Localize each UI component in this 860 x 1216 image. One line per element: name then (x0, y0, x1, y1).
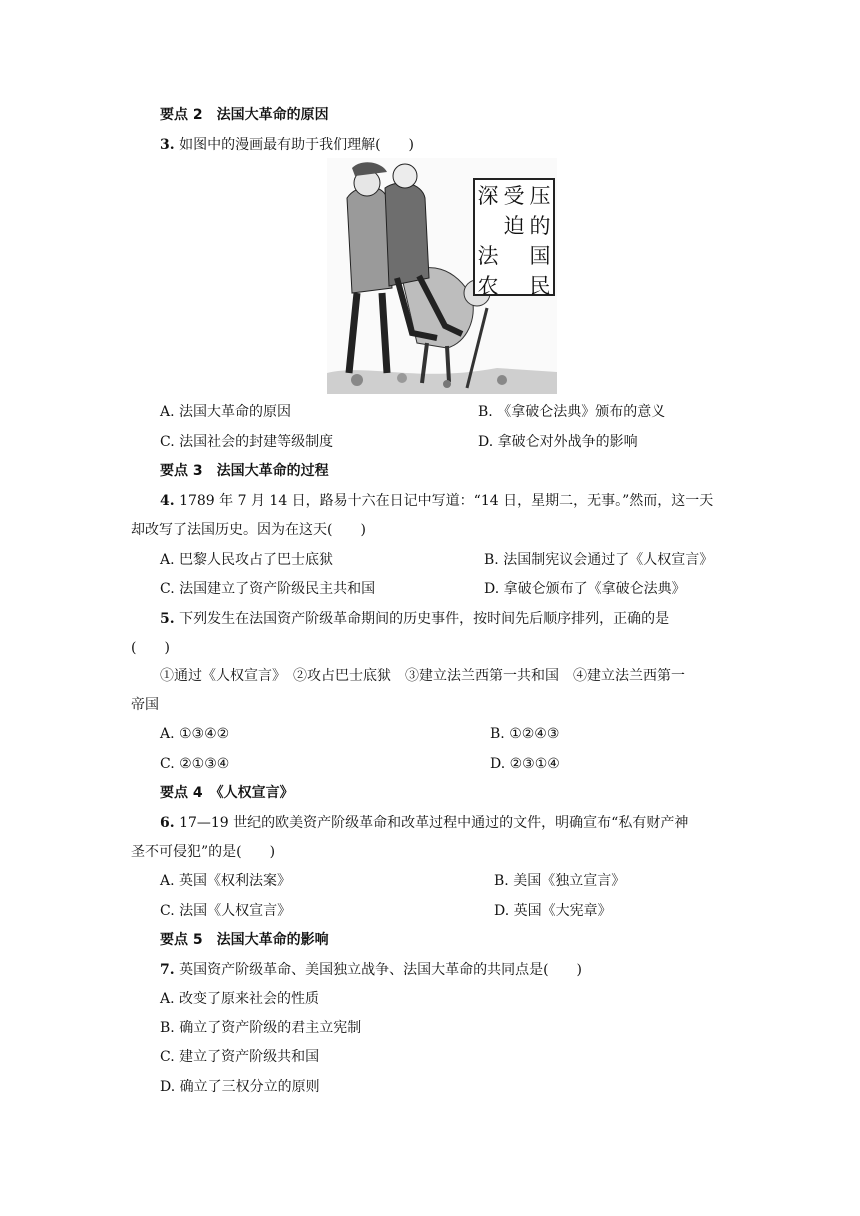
section-heading-4: 要点 4 《人权宣言》 (160, 785, 294, 801)
question-text: 英国资产阶级革命、美国独立战争、法国大革命的共同点是( ) (179, 962, 583, 978)
q6-option-a[interactable]: A. 英国《权利法案》 (160, 873, 292, 889)
question-number: 3. (160, 137, 175, 153)
q7-option-b[interactable]: B. 确立了资产阶级的君主立宪制 (160, 1020, 362, 1036)
caption-char: 民 (529, 274, 551, 298)
question-5-stem (160, 610, 669, 628)
question-text: 下列发生在法国资产阶级革命期间的历史事件，按时间先后顺序排列，正确的是 (179, 611, 670, 627)
question-5-items: ①通过《人权宣言》 ②攻占巴士底狱 ③建立法兰西第一共和国 ④建立法兰西第一 (160, 668, 685, 684)
question-text: 1789 年 7 月 14 日，路易十六在日记中写道：“14 日，星期二，无事。”然而，这一天 (179, 493, 714, 509)
question-3-stem (160, 136, 414, 154)
caption-char: 受 (503, 184, 525, 208)
question-number: 5. (160, 611, 175, 627)
q4-option-d[interactable]: D. 拿破仑颁布了《拿破仑法典》 (484, 581, 686, 597)
question-number: 6. (160, 815, 175, 831)
q7-option-c[interactable]: C. 建立了资产阶级共和国 (160, 1049, 320, 1065)
cartoon-caption-box (473, 178, 555, 296)
q3-option-d[interactable]: D. 拿破仑对外战争的影响 (478, 434, 638, 450)
question-6-stem (160, 814, 688, 832)
section-heading-5: 要点 5 法国大革命的影响 (160, 932, 329, 948)
q3-option-b[interactable]: B. 《拿破仑法典》颁布的意义 (478, 404, 666, 420)
caption-char: 迫 (503, 214, 525, 238)
q7-option-d[interactable]: D. 确立了三权分立的原则 (160, 1079, 320, 1095)
q4-option-b[interactable]: B. 法国制宪议会通过了《人权宣言》 (484, 552, 714, 568)
q6-option-d[interactable]: D. 英国《大宪章》 (494, 903, 612, 919)
caption-char: 压 (529, 184, 551, 208)
question-7-stem (160, 961, 582, 979)
question-4-stem-cont: 却改写了法国历史。因为在这天( ) (131, 522, 366, 538)
section-heading-3: 要点 3 法国大革命的过程 (160, 463, 329, 479)
question-5-items-cont: 帝国 (131, 697, 159, 713)
question-number: 4. (160, 493, 175, 509)
caption-char: 法 (477, 244, 499, 268)
caption-char: 的 (529, 214, 551, 238)
q5-option-c[interactable]: C. ②①③④ (160, 756, 230, 772)
question-5-stem-cont: ( ) (131, 640, 170, 656)
q4-option-a[interactable]: A. 巴黎人民攻占了巴士底狱 (160, 552, 334, 568)
question-6-stem-cont: 圣不可侵犯”的是( ) (131, 844, 276, 860)
section-heading-2: 要点 2 法国大革命的原因 (160, 107, 329, 123)
question-4-stem (160, 492, 713, 510)
q4-option-c[interactable]: C. 法国建立了资产阶级民主共和国 (160, 581, 376, 597)
q6-option-b[interactable]: B. 美国《独立宣言》 (494, 873, 626, 889)
caption-char: 农 (477, 274, 499, 298)
question-text: 17—19 世纪的欧美资产阶级革命和改革过程中通过的文件，明确宣布“私有财产神 (179, 815, 689, 831)
q3-option-c[interactable]: C. 法国社会的封建等级制度 (160, 434, 334, 450)
caption-char: 深 (477, 184, 499, 208)
q7-option-a[interactable]: A. 改变了原来社会的性质 (160, 991, 320, 1007)
question-number: 7. (160, 962, 175, 978)
q5-option-b[interactable]: B. ①②④③ (490, 726, 560, 742)
q5-option-a[interactable]: A. ①③④② (160, 726, 230, 742)
q5-option-d[interactable]: D. ②③①④ (490, 756, 560, 772)
question-text: 如图中的漫画最有助于我们理解( ) (179, 137, 415, 153)
q6-option-c[interactable]: C. 法国《人权宣言》 (160, 903, 292, 919)
caption-char: 国 (529, 244, 551, 268)
q3-option-a[interactable]: A. 法国大革命的原因 (160, 404, 292, 420)
